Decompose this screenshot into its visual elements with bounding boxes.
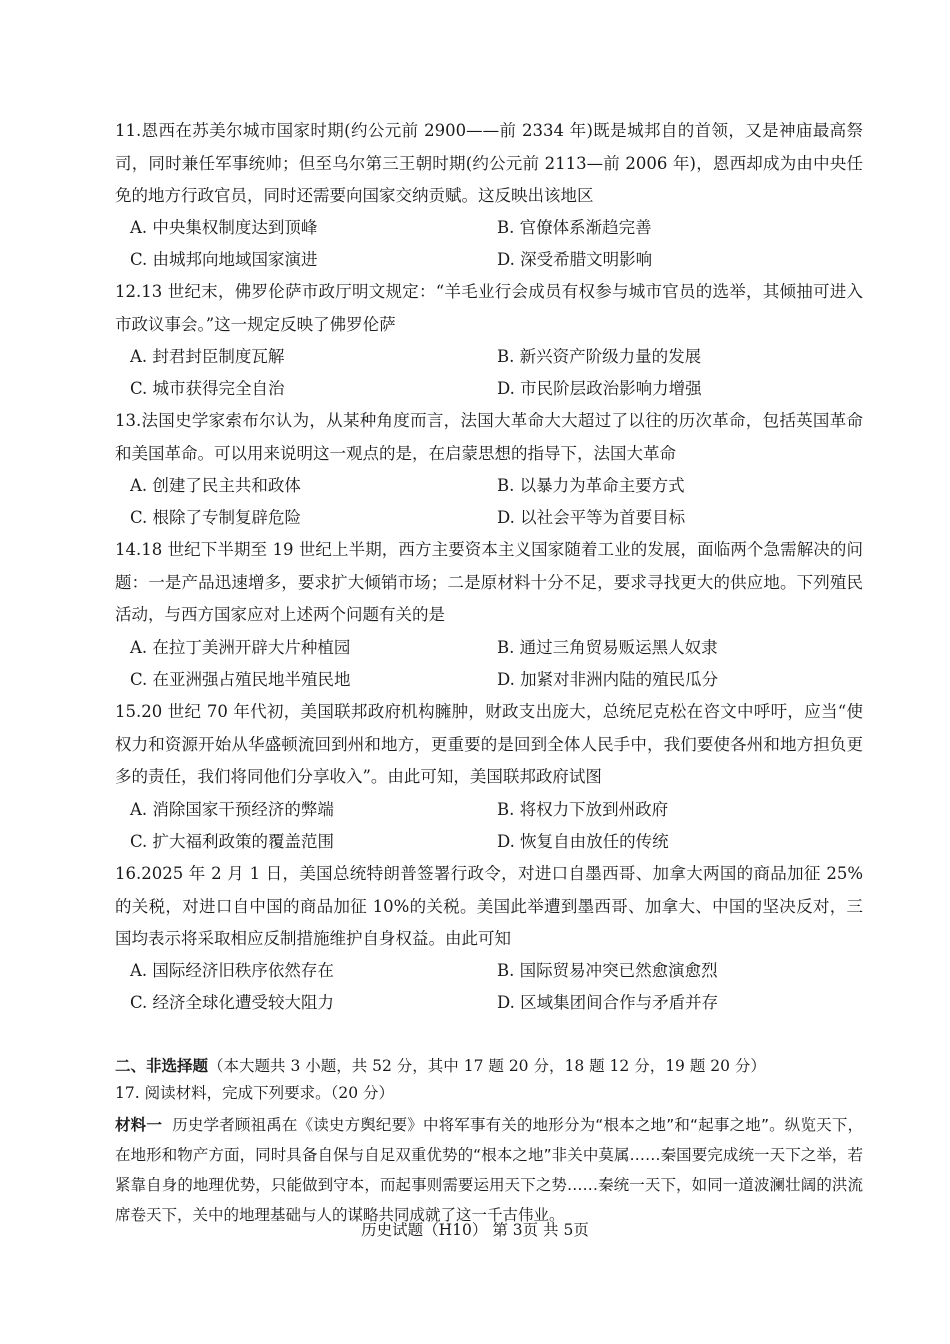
question-12-option-c: C. 城市获得完全自治 [130, 379, 285, 398]
question-13-option-b: B. 以暴力为革命主要方式 [497, 476, 685, 495]
question-15-option-b: B. 将权力下放到州政府 [497, 800, 669, 819]
question-14-option-a: A. 在拉丁美洲开辟大片种植园 [130, 638, 351, 657]
question-16-stem: 16.2025 年 2 月 1 日，美国总统特朗普签署行政令，对进口自墨西哥、加拿大两国的商品加征 25%的关税，对进口自中国的商品加征 10%的关税。美国此举遭到墨西哥、加拿大、中国的坚决反对，三国均表示将采取相应反制措施维护自身权益。由此可知 [115, 864, 863, 948]
question-14-option-d: D. 加紧对非洲内陆的殖民瓜分 [497, 670, 719, 689]
question-15-option-c: C. 扩大福利政策的覆盖范围 [130, 832, 335, 851]
section-heading [115, 1053, 875, 1079]
question-13-option-d: D. 以社会平等为首要目标 [497, 508, 686, 527]
question-11-option-b: B. 官僚体系渐趋完善 [497, 218, 652, 237]
question-11-option-d: D. 深受希腊文明影响 [497, 250, 653, 269]
question-13-option-c: C. 根除了专制复辟危险 [130, 508, 302, 527]
question-17-title: 17. 阅读材料，完成下列要求。（20 分） [115, 1084, 394, 1102]
question-11-stem: 11.恩西在苏美尔城市国家时期(约公元前 2900——前 2334 年)既是城邦自的首领，又是神庙最高祭司，同时兼任军事统帅；但至乌尔第三王朝时期(约公元前 2113—前 2006 年)，恩西却成为由中央任免的地方行政官员，同时还需要向国家交纳贡赋。这反映出该地区 [115, 121, 863, 205]
question-11-option-c: C. 由城邦向地域国家演进 [130, 250, 318, 269]
question-16-option-d: D. 区域集团间合作与矛盾并存 [497, 993, 719, 1012]
question-15-stem: 15.20 世纪 70 年代初，美国联邦政府机构臃肿，财政支出庞大，总统尼克松在咨文中呼吁，应当“使权力和资源开始从华盛顿流回到州和地方，更重要的是回到全体人民手中，我们要使各州和地方担负更多的责任，我们将同他们分享收入”。由此可知，美国联邦政府试图 [115, 702, 863, 786]
question-16-option-b: B. 国际贸易冲突已然愈演愈烈 [497, 961, 718, 980]
question-12-option-b: B. 新兴资产阶级力量的发展 [497, 347, 702, 366]
question-14-option-c: C. 在亚洲强占殖民地半殖民地 [130, 670, 351, 689]
question-15-option-a: A. 消除国家干预经济的弊端 [130, 800, 334, 819]
question-13-option-a: A. 创建了民主共和政体 [130, 476, 301, 495]
material-text: 历史学者顾祖禹在《读史方舆纪要》中将军事有关的地形分为“根本之地”和“起事之地”。纵览天下，在地形和物产方面，同时具备自保与自足双重优势的“根本之地”非关中莫属……秦国要完成统一天下之举，若紧靠自身的地理优势，只能做到守本，而起事则需要运用天下之势……秦统一天下，如同一道波澜壮阔的洪流席卷天下，关中的地理基础与人的谋略共同成就了这一千古伟业。 [115, 1116, 863, 1224]
section-title: 二、非选择题 [115, 1056, 209, 1075]
material-label: 材料一 [115, 1116, 163, 1134]
question-14-stem: 14.18 世纪下半期至 19 世纪上半期，西方主要资本主义国家随着工业的发展，面临两个急需解决的问题：一是产品迅速增多，要求扩大倾销市场；二是原材料十分不足，要求寻找更大的供应地。下列殖民活动，与西方国家应对上述两个问题有关的是 [115, 540, 863, 624]
question-16-option-a: A. 国际经济旧秩序依然存在 [130, 961, 334, 980]
question-16-option-c: C. 经济全球化遭受较大阻力 [130, 993, 335, 1012]
section-detail: （本大题共 3 小题，共 52 分，其中 17 题 20 分，18 题 12 分，19 题 20 分） [208, 1057, 766, 1075]
question-13-stem: 13.法国史学家索布尔认为，从某种角度而言，法国大革命大大超过了以往的历次革命，包括英国革命和美国革命。可以用来说明这一观点的是，在启蒙思想的指导下，法国大革命 [115, 411, 863, 463]
question-12-option-d: D. 市民阶层政治影响力增强 [497, 379, 702, 398]
question-14-option-b: B. 通过三角贸易贩运黑人奴隶 [497, 638, 718, 657]
question-12-stem: 12.13 世纪末，佛罗伦萨市政厅明文规定：“羊毛业行会成员有权参与城市官员的选举，其倾抽可进入市政议事会。”这一规定反映了佛罗伦萨 [115, 282, 863, 334]
page-footer: 历史试题（H10） 第 3页 共 5页 [361, 1221, 589, 1239]
question-15-option-d: D. 恢复自由放任的传统 [497, 832, 669, 851]
question-11-option-a: A. 中央集权制度达到顶峰 [130, 218, 318, 237]
question-12-option-a: A. 封君封臣制度瓦解 [130, 347, 285, 366]
question-17-material [115, 1110, 863, 1230]
